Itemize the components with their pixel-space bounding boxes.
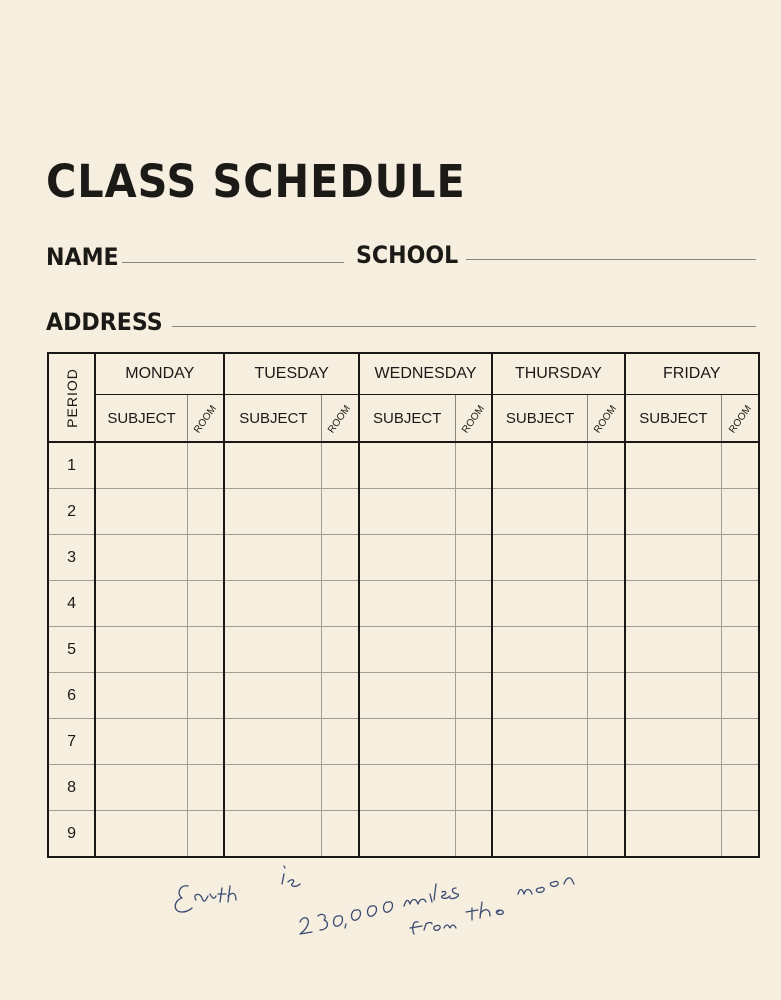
room-cell-wednesday[interactable] <box>455 581 492 627</box>
day-header-friday: FRIDAY <box>625 353 759 395</box>
room-cell-wednesday[interactable] <box>455 765 492 811</box>
room-cell-tuesday[interactable] <box>322 627 359 673</box>
subject-cell-friday[interactable] <box>625 765 722 811</box>
room-header <box>455 395 492 443</box>
subject-cell-friday[interactable] <box>625 442 722 489</box>
name-label: NAME <box>46 243 119 271</box>
handwritten-note <box>160 850 640 950</box>
subject-cell-thursday[interactable] <box>492 442 587 489</box>
subject-cell-wednesday[interactable] <box>359 442 455 489</box>
subject-cell-wednesday[interactable] <box>359 627 455 673</box>
subject-cell-wednesday[interactable] <box>359 581 455 627</box>
subject-cell-monday[interactable] <box>95 673 187 719</box>
subject-cell-tuesday[interactable] <box>224 719 321 765</box>
subject-cell-thursday[interactable] <box>492 719 587 765</box>
day-header-tuesday: TUESDAY <box>224 353 358 395</box>
subject-cell-friday[interactable] <box>625 673 722 719</box>
period-row <box>48 489 759 535</box>
subject-cell-thursday[interactable] <box>492 627 587 673</box>
subject-header: SUBJECT <box>359 395 455 443</box>
period-number: 3 <box>48 535 95 581</box>
subject-cell-thursday[interactable] <box>492 581 587 627</box>
handwriting-stroke <box>175 886 192 912</box>
handwriting-stroke <box>334 916 343 926</box>
room-cell-friday[interactable] <box>722 719 759 765</box>
room-header-label: ROOM <box>326 403 354 436</box>
period-header-label: PERIOD <box>63 367 80 428</box>
period-number: 7 <box>48 719 95 765</box>
subject-header: SUBJECT <box>625 395 722 443</box>
room-cell-wednesday[interactable] <box>455 627 492 673</box>
period-row <box>48 765 759 811</box>
room-header-label: ROOM <box>192 403 220 436</box>
subject-cell-friday[interactable] <box>625 719 722 765</box>
period-number: 1 <box>48 442 95 489</box>
room-header-label: ROOM <box>459 403 487 436</box>
subject-cell-wednesday[interactable] <box>359 489 455 535</box>
subject-cell-friday[interactable] <box>625 489 722 535</box>
room-cell-tuesday[interactable] <box>322 581 359 627</box>
room-cell-monday[interactable] <box>187 719 224 765</box>
period-number: 4 <box>48 581 95 627</box>
address-field-line[interactable] <box>172 326 756 327</box>
room-header <box>587 395 624 443</box>
room-cell-monday[interactable] <box>187 765 224 811</box>
room-cell-thursday[interactable] <box>587 581 624 627</box>
room-cell-monday[interactable] <box>187 535 224 581</box>
room-cell-monday[interactable] <box>187 581 224 627</box>
subject-cell-tuesday[interactable] <box>224 765 321 811</box>
subject-cell-tuesday[interactable] <box>224 627 321 673</box>
room-header <box>322 395 359 443</box>
room-cell-tuesday[interactable] <box>322 673 359 719</box>
room-cell-tuesday[interactable] <box>322 719 359 765</box>
room-cell-wednesday[interactable] <box>455 719 492 765</box>
subject-cell-wednesday[interactable] <box>359 719 455 765</box>
handwriting-stroke <box>466 902 503 920</box>
room-cell-friday[interactable] <box>722 765 759 811</box>
period-number: 9 <box>67 824 77 842</box>
subject-cell-thursday[interactable] <box>492 489 587 535</box>
name-field-line[interactable] <box>122 262 344 263</box>
day-header-wednesday: WEDNESDAY <box>359 353 492 395</box>
subject-cell-wednesday[interactable] <box>359 673 455 719</box>
period-row <box>48 535 759 581</box>
handwriting-stroke <box>300 918 312 934</box>
subject-cell-friday[interactable] <box>625 581 722 627</box>
room-header-label: ROOM <box>592 403 620 436</box>
subject-cell-wednesday[interactable] <box>359 535 455 581</box>
period-row <box>48 442 759 489</box>
handwriting-stroke <box>404 884 458 906</box>
subject-header: SUBJECT <box>492 395 587 443</box>
room-header <box>187 395 224 443</box>
room-cell-wednesday[interactable] <box>455 489 492 535</box>
room-cell-monday[interactable] <box>187 673 224 719</box>
room-cell-thursday[interactable] <box>587 489 624 535</box>
room-cell-monday[interactable] <box>187 442 224 489</box>
room-header <box>722 395 759 443</box>
handwriting-stroke <box>518 878 574 894</box>
subject-cell-tuesday[interactable] <box>224 673 321 719</box>
subject-cell-tuesday[interactable] <box>224 581 321 627</box>
school-label: SCHOOL <box>356 241 459 269</box>
period-number: 8 <box>48 765 95 811</box>
subject-cell-thursday[interactable] <box>492 765 587 811</box>
room-cell-friday[interactable] <box>722 489 759 535</box>
handwriting-stroke <box>195 886 236 902</box>
room-cell-monday[interactable] <box>187 489 224 535</box>
subject-cell-friday[interactable] <box>625 535 722 581</box>
subject-cell-monday[interactable] <box>95 535 187 581</box>
schedule-table <box>47 352 760 858</box>
period-number: 2 <box>48 489 95 535</box>
subject-cell-monday[interactable] <box>95 627 187 673</box>
subject-cell-wednesday[interactable] <box>359 765 455 811</box>
room-cell-friday[interactable] <box>722 442 759 489</box>
handwriting-stroke <box>282 866 300 886</box>
school-field-line[interactable] <box>466 259 756 260</box>
subject-cell-friday[interactable] <box>625 627 722 673</box>
period-row <box>48 673 759 719</box>
subject-cell-monday[interactable] <box>95 765 187 811</box>
room-cell-wednesday[interactable] <box>455 673 492 719</box>
handwriting-stroke <box>352 902 393 920</box>
subject-cell-monday[interactable] <box>95 581 187 627</box>
period-row <box>48 719 759 765</box>
room-cell-thursday[interactable] <box>587 535 624 581</box>
period-row <box>48 581 759 627</box>
room-cell-friday[interactable] <box>722 811 759 858</box>
room-cell-tuesday[interactable] <box>322 489 359 535</box>
subject-cell-monday[interactable] <box>95 442 187 489</box>
period-number: 6 <box>48 673 95 719</box>
room-cell-thursday[interactable] <box>587 627 624 673</box>
period-column-header <box>48 353 95 442</box>
room-cell-friday[interactable] <box>722 627 759 673</box>
address-label: ADDRESS <box>46 308 163 336</box>
period-number: 5 <box>48 627 95 673</box>
subject-header: SUBJECT <box>95 395 187 443</box>
room-cell-tuesday[interactable] <box>322 535 359 581</box>
room-cell-thursday[interactable] <box>587 719 624 765</box>
room-cell-friday[interactable] <box>722 581 759 627</box>
room-cell-thursday[interactable] <box>587 442 624 489</box>
room-cell-thursday[interactable] <box>587 673 624 719</box>
subject-cell-tuesday[interactable] <box>224 442 321 489</box>
period-row <box>48 627 759 673</box>
subject-cell-thursday[interactable] <box>492 673 587 719</box>
room-cell-thursday[interactable] <box>587 765 624 811</box>
room-cell-wednesday[interactable] <box>455 442 492 489</box>
subject-cell-monday[interactable] <box>95 489 187 535</box>
room-header-label: ROOM <box>726 403 754 436</box>
day-header-monday: MONDAY <box>95 353 224 395</box>
room-cell-tuesday[interactable] <box>322 442 359 489</box>
room-cell-monday[interactable] <box>187 627 224 673</box>
room-cell-wednesday[interactable] <box>455 535 492 581</box>
room-cell-tuesday[interactable] <box>322 765 359 811</box>
handwriting-stroke <box>345 924 346 928</box>
subject-cell-monday[interactable] <box>95 719 187 765</box>
subject-cell-tuesday[interactable] <box>224 535 321 581</box>
subject-header: SUBJECT <box>224 395 321 443</box>
subject-cell-thursday[interactable] <box>492 535 587 581</box>
day-header-thursday: THURSDAY <box>492 353 624 395</box>
handwriting-stroke <box>410 922 456 934</box>
handwriting-stroke <box>318 914 327 930</box>
room-cell-friday[interactable] <box>722 535 759 581</box>
page-title: CLASS SCHEDULE <box>46 155 466 208</box>
room-cell-friday[interactable] <box>722 673 759 719</box>
subject-cell-tuesday[interactable] <box>224 489 321 535</box>
